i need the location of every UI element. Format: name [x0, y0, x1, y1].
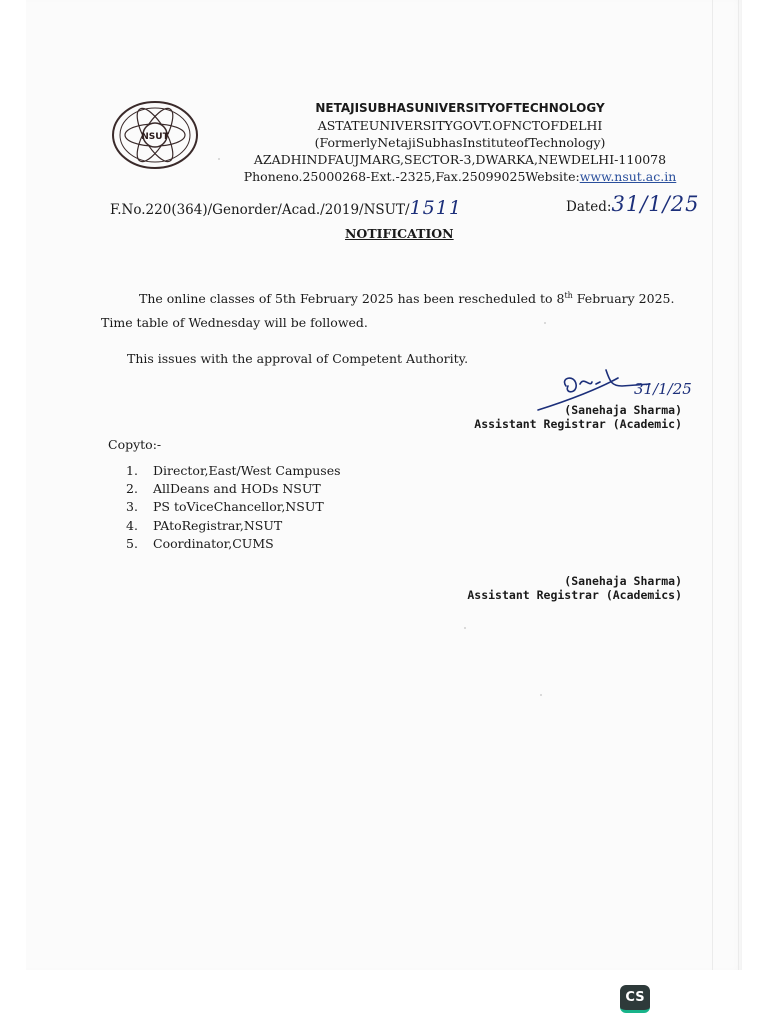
website-link[interactable]: www.nsut.ac.in [579, 169, 677, 184]
list-item-text: Coordinator,CUMS [153, 535, 274, 551]
list-item-number: 3. [126, 499, 138, 515]
scan-speck [544, 322, 546, 324]
notice-body-part1: The online classes of 5th February 2025 has been rescheduled to 8 [139, 291, 565, 307]
signatory-designation: Assistant Registrar (Academic) [474, 417, 682, 431]
dated-label: Dated: [566, 199, 612, 215]
footer-signatory-designation: Assistant Registrar (Academics) [467, 588, 682, 602]
list-item-number: 1. [126, 463, 138, 478]
scan-speck [540, 694, 542, 696]
svg-text:NSUT: NSUT [141, 132, 169, 142]
notification-title: NOTIFICATION [345, 226, 454, 241]
list-item-text: PAtoRegistrar,NSUT [153, 517, 283, 533]
dated-line [566, 192, 699, 216]
svg-text:31/1/25: 31/1/25 [634, 380, 692, 398]
footer-signatory-name: (Sanehaja Sharma) [564, 574, 682, 588]
list-item-text: PS toViceChancellor,NSUT [153, 499, 324, 515]
notice-body-sup: th [564, 291, 573, 300]
notice-body-part2: February 2025. Time table of Wednesday will be followed. [101, 291, 675, 331]
nsut-logo [111, 99, 199, 171]
list-item-number: 4. [126, 517, 138, 533]
handwritten-date: 31/1/25 [611, 192, 700, 216]
state-university-line: ASTATEUNIVERSITYGOVT.OFNCTOFDELHI [317, 118, 603, 133]
scan-speck [464, 627, 466, 629]
signatory-name: (Sanehaja Sharma) [564, 403, 682, 417]
scan-speck [218, 158, 220, 160]
file-number: F.No.220(364)/Genorder/Acad./2019/NSUT/ [110, 202, 410, 218]
notice-body [101, 284, 685, 335]
list-item [126, 517, 341, 535]
list-item-number: 2. [126, 481, 138, 497]
copy-to-list [126, 462, 341, 553]
list-item [126, 535, 341, 553]
page-edge-line [712, 0, 713, 970]
copy-to-label: Copyto:- [108, 437, 162, 452]
page-edge-line [738, 0, 739, 970]
handwritten-dispatch-number: 1511 [409, 197, 462, 219]
list-item [126, 480, 341, 498]
list-item-number: 5. [126, 535, 138, 551]
approval-statement: This issues with the approval of Competent Authority. [127, 351, 469, 366]
list-item-text: AllDeans and HODs NSUT [153, 481, 321, 497]
address-line: AZADHINDFAUJMARG,SECTOR-3,DWARKA,NEWDELHI-110078 [253, 152, 667, 167]
camscanner-badge: CS [620, 985, 650, 1013]
file-reference [110, 197, 462, 219]
list-item [126, 498, 341, 516]
letterhead [240, 100, 680, 185]
contact-text: Phoneno.25000268-Ext.-2325,Fax.25099025Website: [243, 169, 580, 184]
university-name: NETAJISUBHASUNIVERSITYOFTECHNOLOGY [315, 101, 605, 115]
formerly-line: (FormerlyNetajiSubhasInstituteofTechnology) [314, 135, 606, 150]
list-item-text: Director,East/West Campuses [153, 463, 341, 478]
contact-line [240, 168, 680, 185]
list-item [126, 462, 341, 480]
